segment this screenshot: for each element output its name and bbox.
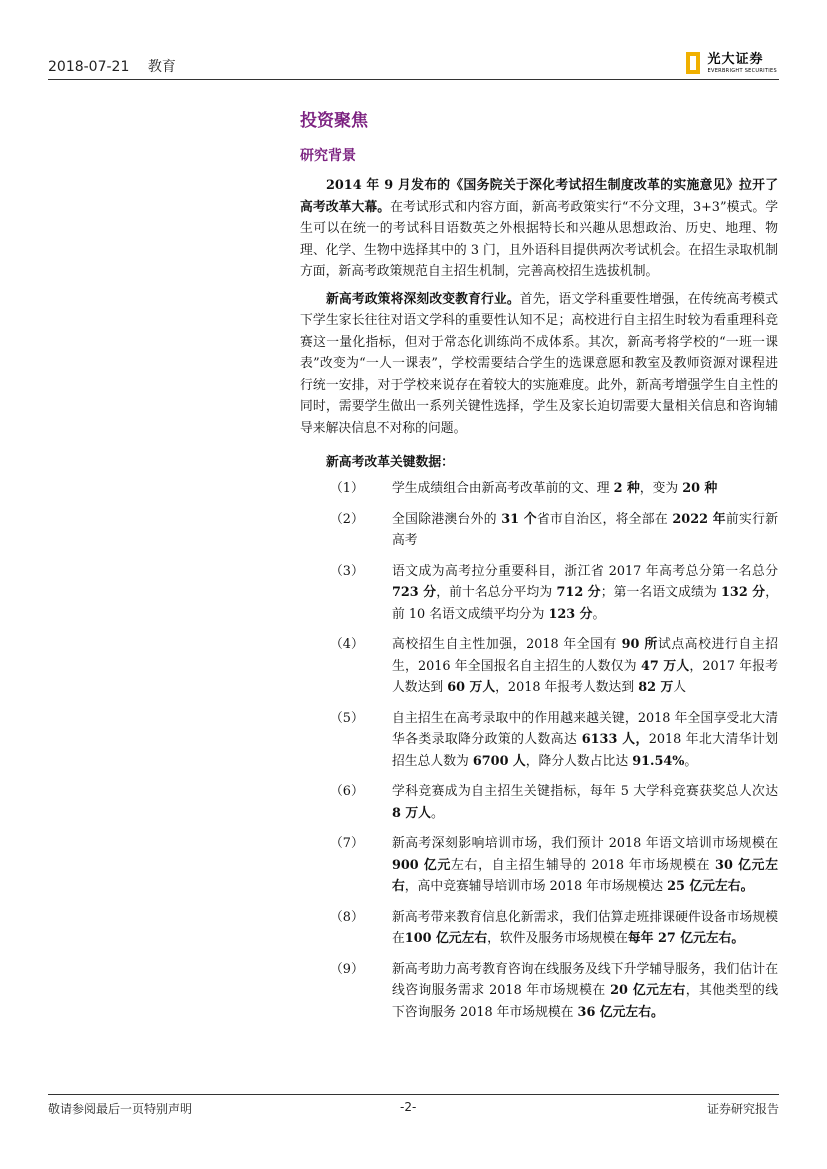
item-number: （4） [330, 637, 364, 652]
item-number: （1） [330, 481, 364, 496]
report-section: 教育 [147, 59, 176, 75]
item-highlight: 30 亿元左右 [392, 857, 778, 894]
key-data-item [300, 959, 778, 1024]
item-segment: 自主招生在高考录取中的作用越来越关键，2018 年全国享受北大清华各类录取降分政策的人数高达 [392, 710, 778, 747]
section-title: 投资聚焦 [300, 111, 368, 131]
item-highlight: 20 亿元左右 [610, 983, 686, 998]
footer-disclaimer: 敬请参阅最后一页特别声明 [48, 1102, 193, 1116]
item-highlight: 82 万 [638, 680, 674, 695]
item-segment: ，软件及服务市场规模在 [487, 931, 628, 946]
item-segment: 新高考带来教育信息化新需求，我们估算走班排课硬件设备市场规模在 [392, 909, 778, 946]
item-highlight: 2022 年 [672, 511, 726, 527]
item-text [378, 907, 778, 950]
item-segment: 省市自治区，将全部在 [536, 511, 673, 527]
item-segment: ，前十名总分平均为 [436, 585, 557, 600]
item-segment: ；第一名语文成绩为 [600, 585, 722, 600]
item-segment: 。 [592, 606, 606, 622]
item-segment: 学生成绩组合由新高考改革前的文、理 [392, 481, 614, 496]
item-highlight: 90 所 [621, 637, 658, 652]
item-segment: 2018 年北大清华计划招生总人数为 [392, 732, 778, 769]
item-segment: 。 [430, 805, 444, 821]
key-data-item [300, 708, 778, 773]
item-highlight: 36 亿元左右。 [577, 1004, 664, 1020]
item-highlight: 900 亿元 [392, 857, 452, 873]
paragraph-2 [300, 289, 778, 440]
item-highlight: 723 分 [392, 585, 437, 600]
item-segment: 语文成为高考拉分重要科目，浙江省 2017 年高考总分第一名总分 [392, 563, 778, 579]
item-highlight: 47 万人 [640, 658, 690, 674]
item-number: （6） [330, 784, 364, 799]
key-data-title: 新高考改革关键数据： [326, 455, 454, 470]
page-header [48, 56, 176, 76]
item-highlight: 25 亿元左右。 [667, 879, 754, 894]
item-highlight: 6133 人， [581, 732, 649, 747]
report-date: 2018-07-21 [48, 59, 130, 75]
item-segment: ，降分人数占比达 [525, 753, 633, 769]
item-number: （9） [330, 961, 364, 977]
section-subtitle: 研究背景 [300, 148, 356, 164]
footer-report-type: 证券研究报告 [706, 1102, 779, 1116]
logo-mark-icon [686, 52, 700, 74]
item-segment: ，2017 年报考人数达到 [392, 658, 779, 695]
item-segment: 学科竞赛成为自主招生关键指标，每年 5 大学科竞赛获奖总人次达 [392, 784, 778, 799]
key-data-item [300, 907, 778, 950]
logo-name-cn: 光大证券 [707, 51, 764, 67]
item-segment: 新高考深刻影响培训市场，我们预计 2018 年语文培训市场规模在 [392, 836, 778, 851]
paragraph-1-body: 在考试形式和内容方面，新高考政策实行“不分文理，3+3”模式。学生可以在统一的考试科目语数英之外根据特长和兴趣从思想政治、历史、地理、物理、化学、生物中选择其中的 3 门，且外语科目提供两次考试机会。在招生录取机制方面，新高考政策规范自主招生机制，完善高校招生选拔机制。 [300, 199, 778, 279]
header-divider [48, 79, 779, 80]
main-content [300, 100, 778, 1032]
key-data-item [300, 561, 778, 626]
item-segment: 全国除港澳台外的 [392, 511, 502, 527]
item-number: （2） [330, 511, 364, 527]
item-highlight: 每年 27 亿元左右。 [627, 931, 745, 946]
item-segment: ，高中竞赛辅导培训市场 2018 年市场规模达 [404, 879, 668, 894]
item-segment: 左右，自主招生辅导的 2018 年市场规模在 [451, 857, 716, 873]
logo-name-en: EVERBRIGHT SECURITIES [707, 67, 777, 74]
key-data-list [300, 478, 778, 1023]
key-data-item [300, 478, 778, 500]
item-highlight: 132 分 [721, 585, 766, 600]
item-highlight: 31 个 [501, 511, 537, 527]
item-segment: ，2018 年报考人数达到 [495, 680, 639, 695]
item-number: （3） [330, 563, 364, 579]
item-number: （8） [330, 909, 364, 925]
item-highlight: 60 万人 [447, 680, 496, 695]
item-number: （5） [330, 710, 364, 726]
item-segment: 前实行新高考 [392, 511, 779, 548]
item-highlight: 100 亿元左右 [404, 931, 488, 946]
company-logo [686, 52, 777, 74]
key-data-item [300, 509, 778, 552]
paragraph-1 [300, 175, 778, 283]
item-text [378, 509, 778, 552]
item-highlight: 91.54% [632, 753, 685, 769]
item-highlight: 8 万人 [392, 805, 431, 821]
item-text [378, 561, 778, 626]
paragraph-2-body: 首先，语文学科重要性增强，在传统高考模式下学生家长往往对语文学科的重要性认知不足；高校进行自主招生时较为看重理科竞赛这一量化指标，但对于常态化训练尚不成体系。其次，新高考将学校的“一班一课表”改变为“一人一课表”，学校需要结合学生的选课意愿和教室及教师资源对课程进行统一安排，对于学校来说存在着较大的实施难度。此外，新高考增强学生自主性的同时，需要学生做出一系列关键性选择，学生及家长迫切需要大量相关信息和咨询辅导来解决信息不对称的问题。 [300, 291, 779, 436]
item-highlight: 2 种 [613, 481, 640, 496]
item-text [378, 781, 778, 824]
item-segment: 试点高校进行自主招生，2016 年全国报名自主招生的人数仅为 [392, 637, 779, 674]
item-segment: 新高考助力高考教育咨询在线服务及线下升学辅导服务，我们估计在线咨询服务需求 2018 年市场规模在 [392, 961, 778, 998]
paragraph-1-lead: 2014 年 9 月发布的《国务院关于深化考试招生制度改革的实施意见》拉开了高考改革大幕。 [300, 178, 778, 215]
item-segment: 人 [673, 680, 687, 695]
item-segment: ，其他类型的线下咨询服务 2018 年市场规模在 [392, 983, 779, 1020]
key-data-item [300, 833, 778, 898]
item-text [378, 708, 778, 773]
paragraph-2-lead: 新高考政策将深刻改变教育行业。 [326, 291, 520, 307]
page-number: -2- [400, 1100, 417, 1114]
item-segment: 。 [684, 753, 698, 769]
item-highlight: 123 分 [548, 606, 593, 622]
item-highlight: 20 种 [682, 481, 718, 496]
key-data-item [300, 781, 778, 824]
item-text [378, 478, 778, 500]
item-segment: 高校招生自主性加强，2018 年全国有 [392, 637, 622, 652]
item-highlight: 712 分 [556, 585, 601, 600]
item-segment: ，变为 [639, 481, 683, 496]
footer-divider [48, 1094, 779, 1095]
item-number: （7） [330, 836, 364, 851]
item-highlight: 6700 人 [472, 753, 526, 769]
item-segment: ，前 10 名语文成绩平均分为 [392, 585, 779, 622]
key-data-item [300, 634, 778, 699]
item-text [378, 634, 778, 699]
item-text [378, 833, 778, 898]
item-text [378, 959, 778, 1024]
